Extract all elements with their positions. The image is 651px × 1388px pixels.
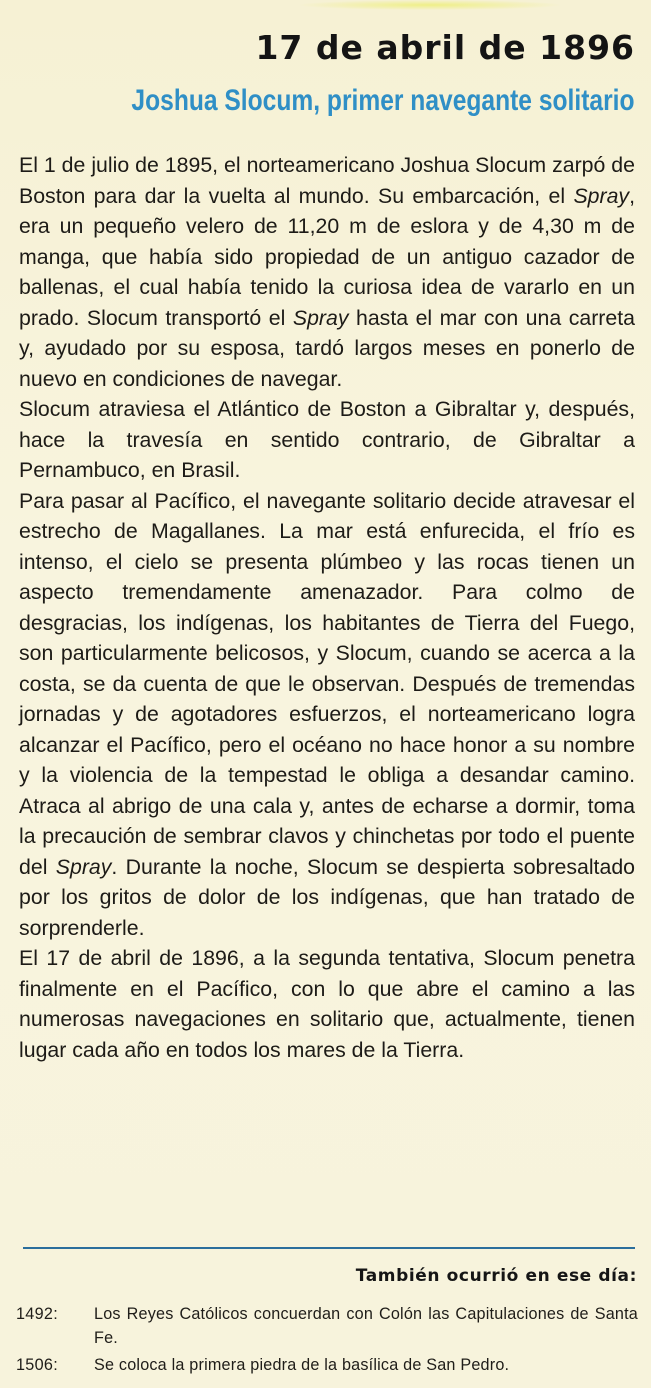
boat-name: Spray bbox=[292, 305, 349, 330]
boat-name: Spray bbox=[55, 854, 112, 879]
event-year: 1506: bbox=[16, 1356, 59, 1374]
event-text: Los Reyes Católicos concuerdan con Colón las Capitulaciones de Santa Fe. bbox=[94, 1305, 638, 1347]
paragraph-text: hasta el mar con una carreta y, ayudado por su esposa, tardó largos meses en ponerlo de nuevo en condiciones de navegar. bbox=[19, 305, 635, 391]
article-paragraph bbox=[19, 943, 635, 1065]
divider-rule bbox=[23, 1247, 635, 1249]
headline: Joshua Slocum, primer navegante solitario bbox=[131, 84, 635, 117]
article-paragraph bbox=[19, 486, 635, 944]
paragraph-text: Slocum atraviesa el Atlántico de Boston a Gibraltar y, después, hace la travesía en sentido contrario, de Gibraltar a Pernambuco, en Brasil. bbox=[19, 397, 635, 482]
paragraph-text: Para pasar al Pacífico, el navegante solitario decide atravesar el estrecho de Magallanes. La mar está enfurecida, el frío es intenso, el cielo se presenta plúmbeo y las rocas tienen un aspecto tremendamente amenazador. Para colmo de desgracias, los indígenas, los habitantes de Tierra del Fuego, son particularmente belicosos, y Slocum, cuando se acerca a la costa, se da cuenta de que le observan. Después de tremendas jornadas y de agotadores esfuerzos, el norteamericano logra alcanzar el Pacífico, pero el océano no hace honor a su nombre y la violencia de la tempestad le obliga a desandar camino. Atraca al abrigo de una cala y, antes de echarse a dormir, toma la precaución de sembrar clavos y chinchetas por todo el puente del bbox=[19, 488, 635, 879]
article-paragraph bbox=[19, 394, 635, 486]
also-happened-heading: También ocurrió en ese día: bbox=[355, 1266, 637, 1286]
date-title: 17 de abril de 1896 bbox=[255, 28, 635, 67]
paragraph-text: . Durante la noche, Slocum se despierta sobresaltado por los gritos de dolor de los indígenas, que han tratado de sorprenderle. bbox=[19, 854, 636, 940]
paragraph-text: El 1 de julio de 1895, el norteamericano Joshua Slocum zarpó de Boston para dar la vuelta al mundo. Su embarcación, el bbox=[19, 153, 635, 208]
event-year: 1492: bbox=[16, 1305, 59, 1323]
event-text: Se coloca la primera piedra de la basílica de San Pedro. bbox=[94, 1356, 510, 1374]
paragraph-text: , era un pequeño velero de 11,20 m de eslora y de 4,30 m de manga, que había sido propiedad de un antiguo cazador de ballenas, el cual había tenido la curiosa idea de vararlo en un prado. Slocum transportó el bbox=[19, 183, 635, 330]
events-list bbox=[16, 1302, 638, 1380]
event-item bbox=[16, 1302, 638, 1350]
paragraph-text: El 17 de abril de 1896, a la segunda tentativa, Slocum penetra finalmente en el Pacífico, con lo que abre el camino a las numerosas navegaciones en solitario que, actualmente, tienen lugar cada año en todos los mares de la Tierra. bbox=[19, 946, 635, 1062]
event-item bbox=[16, 1353, 638, 1377]
article-body bbox=[19, 150, 635, 1065]
boat-name: Spray bbox=[573, 183, 630, 208]
yellow-page-tint bbox=[300, 0, 560, 10]
article-paragraph bbox=[19, 150, 635, 394]
